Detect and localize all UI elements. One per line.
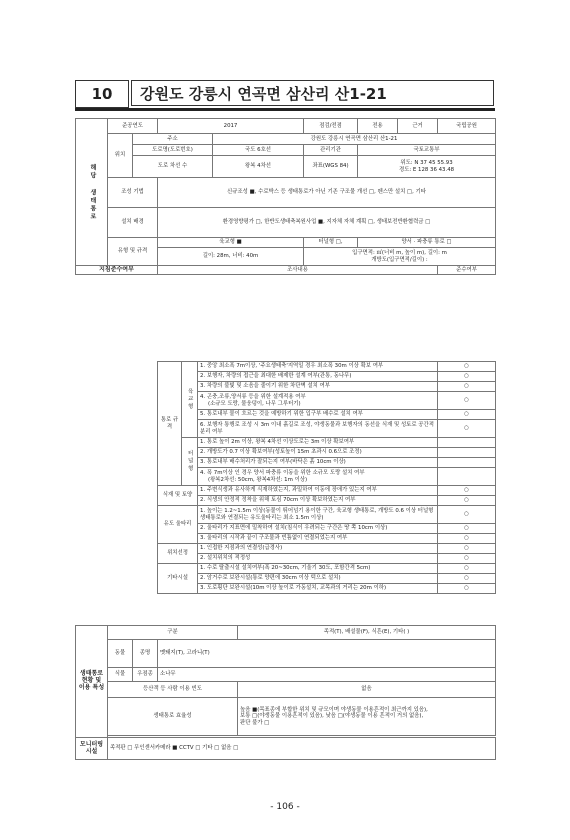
construction-label: 조성 기법	[108, 178, 158, 208]
guide-item-line: 1. 높이는 1.2~1.5m 이상(동물이 뛰어넘기 용이한 구간, 육교형 생태통로, 개방도 0.6 이상 터널형 생태통로와 연결되는 유도울타리는 최소 1.5m 이상)	[200, 508, 434, 521]
species-label: 종명	[133, 640, 158, 668]
guide-item-text	[198, 524, 438, 534]
guide-item-comply: ○	[438, 544, 496, 554]
guide-group-label: 식재 및 토양	[158, 486, 198, 506]
section-guideline: 지침준수여부	[76, 266, 158, 275]
guide-item-line: 1. 인접한 지점과의 연결성(급경사)	[200, 545, 283, 552]
plant-species-label: 우점종	[133, 668, 158, 682]
efficiency-line-2: 보통 □(야생동물 이용흔적이 있음), 낮음 □(야생동물 이용 흔적이 거의 없음),	[240, 713, 424, 720]
guide-subgroup-text: 육교형	[186, 388, 193, 411]
road-value: 국도 6호선	[213, 145, 304, 156]
check-value: 전용	[358, 119, 398, 134]
guide-item-line: 2. 개방도가 0.7 이상 확보여부(성토높이 15m 초과시 0.6으로 조정)	[200, 449, 362, 456]
type-land-bridge: 육교형 ■	[158, 238, 304, 248]
year-label: 준공연도	[108, 119, 158, 134]
address-value: 강원도 강릉시 연곡면 삼산리 산1-21	[213, 134, 496, 145]
coord-label: 좌표(WGS 84)	[304, 156, 358, 178]
guide-item-text	[198, 438, 438, 448]
type-tunnel-spec	[304, 248, 496, 266]
guide-item-line: 4. 폭 7m이상 인 경우 양서 파충류 이동을 위한 소규모 도랑 설치 여부	[200, 470, 365, 477]
guide-item-line: 6. 보행자 통행로 조성 시 3m 이내 흙길로 조성, 야생동물과 보행자의 동선을 식재 및 성토로 공간적 분리 여부	[200, 422, 434, 435]
guide-item-text	[198, 410, 438, 420]
basis-label: 근거	[398, 119, 438, 134]
guide-item-comply: ○	[438, 496, 496, 506]
page-number: - 106 -	[270, 802, 300, 812]
animal-label: 동물	[108, 640, 133, 668]
section-target-passage: 해당 생태통로	[76, 119, 108, 266]
guide-item-comply	[438, 458, 496, 468]
guide-item-text	[198, 362, 438, 372]
guide-item-comply: ○	[438, 584, 496, 594]
longitude: 경도: E 128 36 43.48	[398, 166, 455, 173]
monitor-value: 족적판 □ 무인센서카메라 ■ CCTV □ 기타 □ 없음 □	[108, 738, 496, 760]
plant-value: 소나무	[158, 668, 496, 682]
guide-item-line: 3. 울타리의 시작과 끝이 구조물과 빈틈없이 연결되었는지 여부	[200, 535, 348, 542]
efficiency-line-3: 판단 불가 □	[240, 719, 270, 726]
guide-item-text	[198, 458, 438, 468]
guide-item-line: 4. 곤충,조류,양서류 등을 위한 설계적용 여부	[200, 394, 306, 401]
guide-item-text	[198, 468, 438, 486]
guide-item-text	[198, 496, 438, 506]
efficiency-line-1: 높음 ■(목표종에 부합한 위치 및 규모이며 야생동물 이용흔적이 최근까지 있음),	[240, 707, 428, 714]
latitude: 위도: N 37 45 55.93	[400, 160, 453, 167]
usage-table	[75, 625, 496, 760]
type-label: 유형 및 규격	[108, 238, 158, 266]
guide-item-line: 1. 수로 탈출시설 설치여부(폭 20~30cm, 기울기 30도, 포함간격 5cm)	[200, 565, 371, 572]
guide-item-comply: ○	[438, 524, 496, 534]
col-comply-header: 준수여부	[438, 266, 496, 275]
address-label: 주소	[133, 134, 213, 145]
guide-item-comply: ○	[438, 534, 496, 544]
species-value: 멧돼지(T), 고라니(T)	[158, 640, 496, 668]
section-usage: 생태통로 현황 및 이용 특성	[76, 626, 108, 738]
title-underline	[75, 108, 495, 111]
guide-item-comply: ○	[438, 554, 496, 564]
guide-group-label: 기타시설	[158, 564, 198, 594]
guide-item-line: 2. 식생의 안정적 정착을 위해 토심 70cm 이상 확보하였는지 여부	[200, 497, 356, 504]
title-text: 강원도 강릉시 연곡면 삼산리 산1-21	[131, 80, 494, 106]
plant-label: 식물	[108, 668, 133, 682]
col-content-header: 조사내용	[158, 266, 438, 275]
guide-item-line: 3. 통로내부 배수처리가 잘되는지 여부(바닥은 흙 10cm 이상)	[200, 459, 346, 466]
guide-group-label: 위치선정	[158, 544, 198, 564]
guide-item-comply: ○	[438, 382, 496, 392]
guide-item-text	[198, 544, 438, 554]
guide-subgroup-label	[182, 362, 198, 438]
lanes-label: 도로 차선 수	[133, 156, 213, 178]
guide-item-line: 3. 차량의 불빛 및 소음을 줄이기 위한 차단벽 설치 여부	[200, 383, 330, 390]
guide-item-text	[198, 382, 438, 392]
guide-item-comply: ○	[438, 506, 496, 524]
guide-item-line: 1. 중앙 최소폭 7m이상, '주요생태축'지역일 경우 최소폭 30m 이상 확보 여부	[200, 363, 384, 370]
type-amphibian: 양서 · 파충류 통로 □	[358, 238, 496, 248]
type-size: 길이: 28m, 너비: 40m	[158, 248, 304, 266]
guide-item-comply: ○	[438, 392, 496, 410]
background-value: 환경영향평가 □, 한반도생태축복원사업 ■, 지자체 자체 계획 □, 생태보전반환협력금 □	[158, 208, 496, 238]
mgmt-label: 관리기관	[304, 145, 358, 156]
mgmt-value: 국토교통부	[358, 145, 496, 156]
guide-item-line: (소규모 도랑, 물웅덩이, 나무 그루터기)	[208, 400, 301, 407]
check-label: 점검/전점	[304, 119, 358, 134]
location-label: 위치	[108, 134, 133, 178]
guide-item-line: 1. 주변식생과 유사하게 식재하였는지, 과밀하여 이동에 장애가 있는지 여부	[200, 487, 377, 494]
guide-item-text	[198, 574, 438, 584]
guide-item-line: 1. 통로 높이 2m 이상, 왕복 4차선 이상도로는 3m 이상 확보여부	[200, 439, 355, 446]
opening-ratio: 개방도(입구면적/길이) :	[371, 256, 428, 263]
guide-item-comply: ○	[438, 420, 496, 438]
efficiency-label: 생태통로 효율성	[108, 698, 238, 736]
guide-item-line: 2. 설치위치의 적정성	[200, 555, 251, 562]
freq-label: 등산객 등 사람 이용 빈도	[108, 682, 238, 698]
guideline-table	[157, 361, 496, 594]
efficiency-value	[238, 698, 496, 736]
kind-value: 족적(T), 배설물(F), 식흔(E), 기타( )	[238, 626, 496, 640]
guide-item-text	[198, 486, 438, 496]
guide-item-line: 2. 암거수로 보완시설(통로 양편에 30cm 이상 턱으로 설치)	[200, 575, 341, 582]
survey-table	[75, 118, 496, 275]
guide-subgroup-text: 터널형	[186, 450, 193, 473]
guide-item-text	[198, 392, 438, 410]
guide-item-text	[198, 506, 438, 524]
guide-item-comply: ○	[438, 410, 496, 420]
guide-item-comply: ○	[438, 362, 496, 372]
guide-group-label: 유도 울타리	[158, 506, 198, 544]
guide-item-comply	[438, 438, 496, 448]
guide-item-text	[198, 448, 438, 458]
title-number: 10	[75, 80, 129, 108]
freq-value: 없음	[238, 682, 496, 698]
guide-item-comply	[438, 448, 496, 458]
guide-item-line: 2. 울타리가 지표면에 밀착하여 설치(침식이 우려되는 구간은 땅 쪽 10cm 이상)	[200, 525, 388, 532]
type-tunnel: 터널형 □,	[304, 238, 358, 248]
guide-item-text	[198, 534, 438, 544]
guide-item-comply: ○	[438, 574, 496, 584]
guide-item-text	[198, 564, 438, 574]
guide-item-line: 2. 보행자, 차량의 접근을 최대한 배제한 설계 여부(관통, 동나무)	[200, 373, 352, 380]
guide-item-text	[198, 372, 438, 382]
entrance-area: 입구면적: ㎡(너비 m, 높이 m), 길이: m	[352, 250, 447, 257]
basis-value: 국립공원	[438, 119, 496, 134]
year-value: 2017	[158, 119, 304, 134]
kind-label: 구분	[108, 626, 238, 640]
guide-item-comply	[438, 468, 496, 486]
monitor-label: 모니터링 시설	[76, 738, 108, 760]
guide-item-line: (왕복2차선: 50cm, 왕복4차선: 1m 이상)	[208, 476, 308, 483]
guide-item-text	[198, 554, 438, 564]
construction-value: 신규조성 ■, 수로박스 등 생태통로가 아닌 기존 구조물 개선 □, 펜스만 설치 □, 기타	[158, 178, 496, 208]
guide-item-line: 3. 도로횡단 보완시설(10m 이상 높이로 가동설치, 교목과의 거리는 20m 이하)	[200, 585, 387, 592]
guide-item-comply: ○	[438, 564, 496, 574]
guide-group-label: 통로 규격	[158, 362, 182, 486]
road-label: 도로명(도로번호)	[133, 145, 213, 156]
guide-subgroup-label	[182, 438, 198, 486]
guide-item-comply: ○	[438, 486, 496, 496]
guide-item-text	[198, 420, 438, 438]
background-label: 설치 배경	[108, 208, 158, 238]
guide-item-line: 5. 통로내부 물이 흐르는 것을 예방하기 위한 입구부 배수로 설치 여부	[200, 411, 363, 418]
guide-item-text	[198, 584, 438, 594]
guide-item-comply: ○	[438, 372, 496, 382]
title-bar	[75, 80, 495, 108]
coord-value	[358, 156, 496, 178]
lanes-value: 왕복 4차선	[213, 156, 304, 178]
